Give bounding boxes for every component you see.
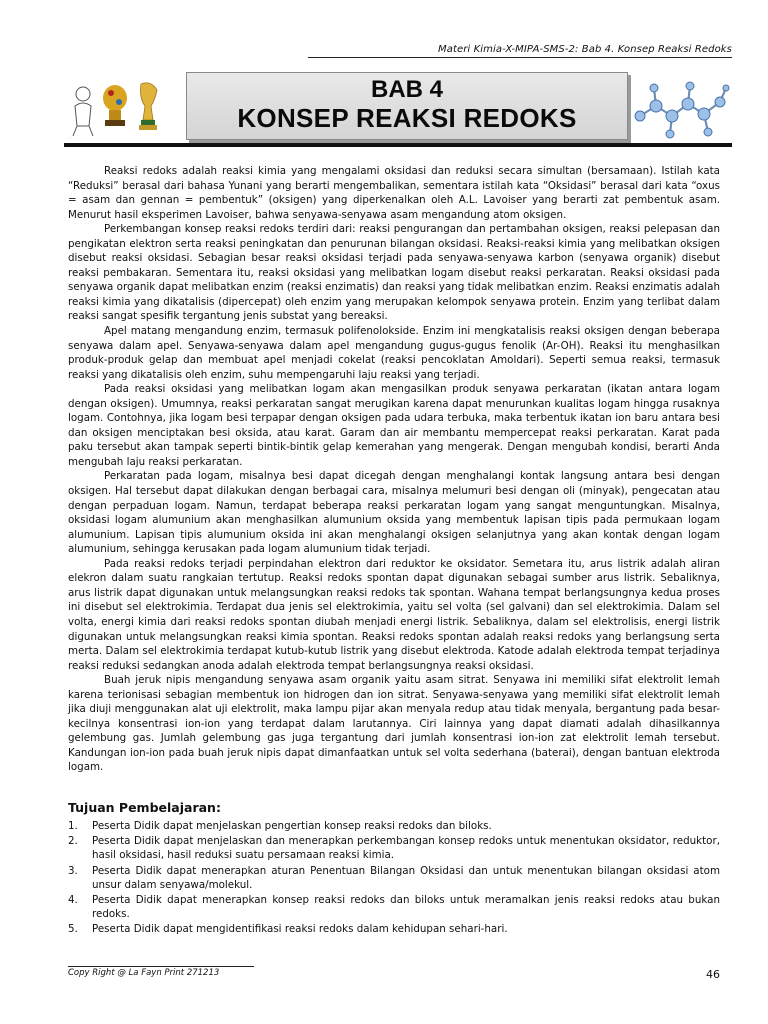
chapter-banner xyxy=(64,70,732,148)
objectives-title: Tujuan Pembelajaran: xyxy=(68,800,221,815)
paragraph: Pada reaksi oksidasi yang melibatkan logam akan mengasilkan produk senyawa perkaratan (ikatan antara logam dengan oksigen). Umumnya, reaksi perkaratan sangat merugikan karena dapat menurunkan kualitas logam hingga rusaknya logam. Contohnya, jika logam besi terpapar dengan oksigen pada udara terbuka, maka terbentuk ikatan ion baru antara besi dan oksigen menciptakan besi oksida, atau karat. Garam dan air membantu mempercepat reaksi perkaratan. Karat pada paku tersebut akan tampak seperti bintik-bintik gelap kemerahan yang mengerak. Dengan mengubah kondisi, berarti Anda mengubah laju reaksi perkaratan. xyxy=(68,383,720,468)
body-text xyxy=(68,164,720,775)
item-text: Peserta Didik dapat mengidentifikasi reaksi redoks dalam kehidupan sehari-hari. xyxy=(92,923,508,936)
paragraph: Apel matang mengandung enzim, termasuk polifenolokside. Enzim ini mengkatalisis reaksi oksigen dengan beberapa senyawa dalam apel. Senyawa-senyawa dalam apel mengandung gugus-gugus fenolik (Ar-OH). Reaksi itu menghasilkan produk-produk gelap dan membuat apel menjadi cokelat (reaksi pencoklatan Amoldari). Seperti semua reaksi, termasuk reaksi yang dikatalisis oleh enzim, suhu mempengaruhi laju reaksi yang terjadi. xyxy=(68,325,720,381)
item-number: 4. xyxy=(68,894,78,907)
running-header: Materi Kimia-X-MIPA-SMS-2: Bab 4. Konsep Reaksi Redoks xyxy=(437,44,732,55)
svg-text:⋯: ⋯ xyxy=(69,135,72,139)
objectives-list xyxy=(68,819,720,938)
paragraph: Reaksi redoks adalah reaksi kimia yang mengalami oksidasi dan reduksi secara simultan (bersamaan). Istilah kata “Reduksi” berasal dari bahasa Yunani yang berarti mengembalikan, sementara istilah kata “Oksidasi” berasal dari kata “oxus = asam dan gennan = pembentuk” (oksigen) yang diperkenalkan oleh A.L. Lavoiser yang berarti zat pembentuk asam. Menurut hasil eksperimen Lavoiser, bahwa senyawa-senyawa asam mengandung atom oksigen. xyxy=(68,165,720,221)
list-item xyxy=(68,819,720,833)
item-text: Peserta Didik dapat menjelaskan dan menerapkan perkembangan konsep redoks untuk menentukan oksidator, reduktor, hasil oksidasi, hasil reduksi suatu persamaan reaksi kimia. xyxy=(92,835,720,862)
trophies-icon xyxy=(67,76,167,140)
page-number: 46 xyxy=(706,968,720,981)
paragraph: Pada reaksi redoks terjadi perpindahan elektron dari reduktor ke oksidator. Semetara itu, arus listrik adalah aliran elekron dalam suatu rangkaian tertutup. Reaksi redoks spontan dapat digunakan sebagai sumber arus listrik. Sebaliknya, arus listrik dapat digunakan untuk melangsungkan reaksi redoks tak spontan. Wahana tempat berlangsungnya kedua proses ini disebut sel elektrokimia. Terdapat dua jenis sel elektrokimia, yaitu sel volta (sel galvani) dan sel elektrokimia. Dalam sel volta, energi kimia dari reaksi redoks spontan diubah menjadi energi listrik. Sebaliknya, dalam sel elektrolisis, energi listrik digunakan untuk melangsungkan reaksi kimia spontan. Reaksi redoks spontan adalah reaksi redoks yang berlangsung serta merta. Dalam sel elektrokimia terdapat kutub-kutub listrik yang disebut elektroda. Katode adalah elektroda tempat terjadinya reaksi reduksi sedangkan anoda adalah elektroda tempat berlangsungnya reaksi oksidasi. xyxy=(68,557,720,672)
item-number: 1. xyxy=(68,820,78,832)
item-text: Peserta Didik dapat menerapkan aturan Penentuan Bilangan Oksidasi dan untuk menentukan bilangan oksidasi atom unsur dalam senyawa/molekul. xyxy=(92,864,720,891)
chapter-title: KONSEP REAKSI REDOKS xyxy=(237,103,577,133)
item-text: Peserta Didik dapat menerapkan konsep reaksi redoks dan biloks untuk meramalkan jenis reaksi redoks atau bukan redoks. xyxy=(92,894,720,921)
item-number: 2. xyxy=(68,835,78,848)
paragraph: Buah jeruk nipis mengandung senyawa asam organik yaitu asam sitrat. Senyawa ini memiliki sifat elektrolit lemah karena terionisasi sebagian membentuk ion hidrogen dan ion sitrat. Senyawa-senyawa yang memiliki sifat elektrolit lemah jika diuji menggunakan alat uji elektrolit, maka lampu pijar akan menyala redup atau tidak menyala, bergantung pada besar-kecilnya konsentrasi ion-ion yang terdapat dalam larutannya. Ciri lainnya yang dapat diamati adalah dihasilkannya gelembung gas. Jumlah gelembung gas juga tergantung dari jumlah konsentrasi ion-ion zat elektrolit lemah tersebut. Kandungan ion-ion pada buah jeruk nipis dapat dimanfaatkan untuk sel volta sederhana (baterai), dengan bantuan elektroda logam. xyxy=(68,674,720,774)
copyright-text: Copy Right @ La Fayn Print 271213 xyxy=(68,968,220,978)
chapter-title-box xyxy=(186,72,628,140)
molecule-model-icon xyxy=(630,76,730,142)
item-number: 3. xyxy=(68,864,78,877)
list-item xyxy=(68,834,720,862)
item-text: Peserta Didik dapat menjelaskan pengertian konsep reaksi redoks dan biloks. xyxy=(92,820,492,832)
banner-rule xyxy=(64,143,732,147)
list-item xyxy=(68,922,720,936)
list-item xyxy=(68,893,720,921)
list-item xyxy=(68,864,720,892)
footer-rule xyxy=(68,966,254,967)
paragraph: Perkaratan pada logam, misalnya besi dapat dicegah dengan menghalangi kontak langsung antara besi dengan oksigen. Hal tersebut dapat dilakukan dengan berbagai cara, misalnya melumuri besi dengan oli (minyak), pengecatan atau dengan perpaduan logam. Namun, terdapat beberapa reaksi perkaratan logam yang sangat menguntungkan. Misalnya, oksidasi logam alumunium akan menghasilkan alumunium oksida yang membentuk lapisan tipis pada permukaan logam alumunium. Lapisan tipis alumunium oksida ini akan menghalangi oksigen selanjutnya yang akan kontak dengan logam alumunium, sehingga kerusakan pada logam alumunium tidak terjadi. xyxy=(68,470,720,556)
chapter-number: BAB 4 xyxy=(370,76,443,103)
paragraph: Perkembangan konsep reaksi redoks terdiri dari: reaksi pengurangan dan pertambahan oksigen, reaksi pelepasan dan pengikatan elektron serta reaksi peningkatan dan penurunan bilangan oksidasi. Reaksi-reaksi kimia yang melibatkan oksigen disebut reaksi oksidasi. Sebagian besar reaksi oksidasi terjadi pada senyawa-senyawa karbon (senyawa organik) disebut reaksi pembakaran. Sementara itu, reaksi oksidasi yang melibatkan logam disebut reaksi perkaratan. Reaksi oksidasi pada senyawa organik dapat melibatkan enzim (reaksi enzimatis) dan reaksi yang tidak melibatkan enzim. Reaksi enzimatis adalah reaksi kimia yang dikatalisis (dipercepat) oleh enzim yang merupakan kelompok senyawa protein. Enzim yang terlibat dalam reaksi sangat spesifik tergantung jenis substat yang bereaksi. xyxy=(68,223,720,323)
item-number: 5. xyxy=(68,923,78,936)
header-rule xyxy=(308,57,732,58)
